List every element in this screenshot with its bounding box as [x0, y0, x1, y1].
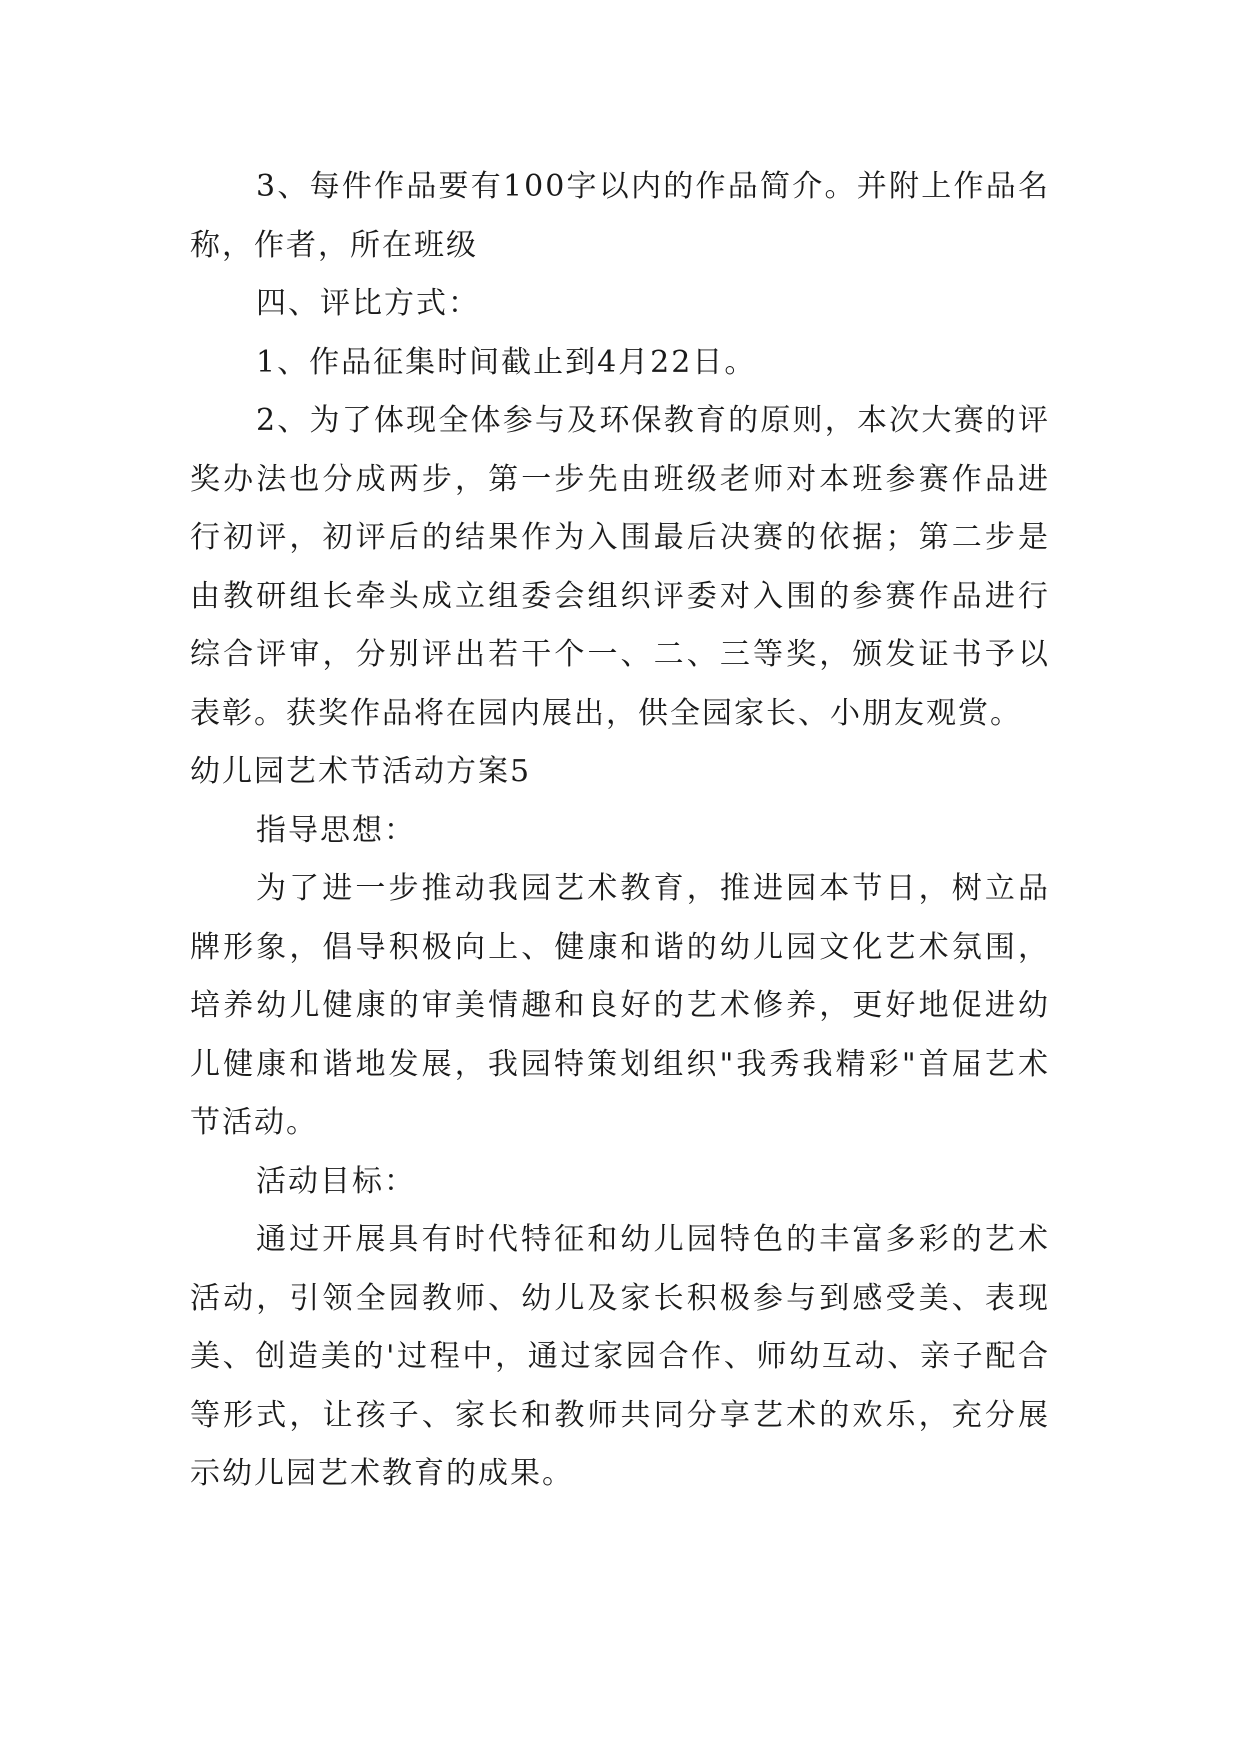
paragraph-activity-goals: 通过开展具有时代特征和幼儿园特色的丰富多彩的艺术活动，引领全园教师、幼儿及家长积极参与到感受美、表现美、创造美的'过程中，通过家园合作、师幼互动、亲子配合等形式，让孩子、家长和教师共同分享艺术的欢乐，充分展示幼儿园艺术教育的成果。 [190, 1222, 1050, 1491]
section-heading-activity-goals: 活动目标： [256, 1163, 416, 1199]
paragraph-evaluation-process: 2、为了体现全体参与及环保教育的原则，本次大赛的评奖办法也分成两步，第一步先由班级老师对本班参赛作品进行初评，初评后的结果作为入围最后决赛的依据；第二步是由教研组长牵头成立组委会组织评委对入围的参赛作品进行综合评审，分别评出若干个一、二、三等奖，颁发证书予以表彰。获奖作品将在园内展出，供全园家长、小朋友观赏。 [190, 403, 1050, 731]
section-heading-guiding-ideology: 指导思想： [256, 812, 416, 848]
section-heading-evaluation-method: 四、评比方式： [256, 286, 480, 321]
document-section-title: 幼儿园艺术节活动方案5 [190, 754, 532, 789]
paragraph-guiding-ideology: 为了进一步推动我园艺术教育，推进园本节日，树立品牌形象，倡导积极向上、健康和谐的幼儿园文化艺术氛围，培养幼儿健康的审美情趣和良好的艺术修养，更好地促进幼儿健康和谐地发展，我园特策划组织"我秀我精彩"首届艺术节活动。 [190, 871, 1050, 1140]
document-body [190, 158, 1050, 1504]
paragraph-work-intro-requirement: 3、每件作品要有100字以内的作品简介。并附上作品名称，作者，所在班级 [190, 169, 1050, 263]
paragraph-deadline: 1、作品征集时间截止到4月22日。 [256, 344, 757, 380]
